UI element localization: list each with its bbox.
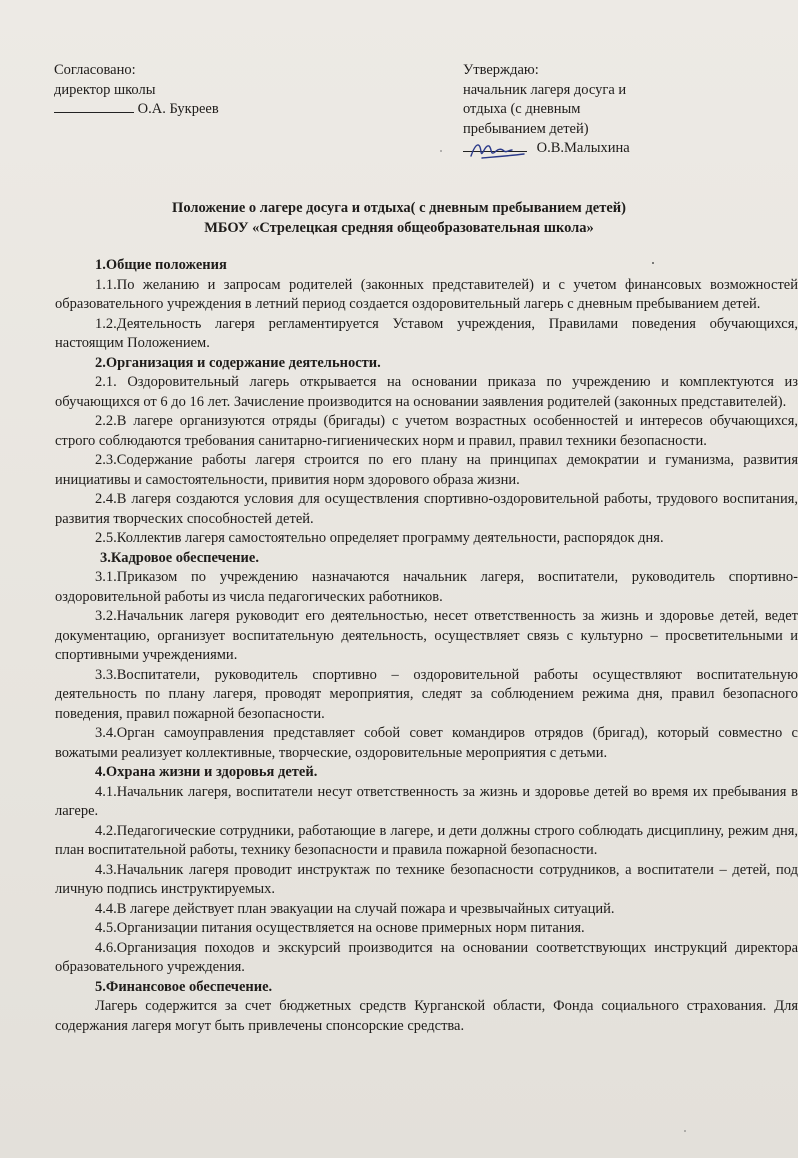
body-paragraph: 1.1.По желанию и запросам родителей (законных представителей) и с учетом финансовых возможностей образовательного учреждения в летний период создается оздоровительный лагерь с дневным пребыванием детей.	[55, 276, 798, 312]
body-paragraph: 4.6.Организация походов и экскурсий производится на основании соответствующих инструкций директора образовательного учреждения.	[55, 939, 798, 975]
approval-director-title: директор школы	[54, 81, 156, 98]
body-paragraph: 4.5.Организации питания осуществляется на основе примерных норм питания.	[95, 920, 585, 936]
approval-head-title-3: пребыванием детей)	[463, 120, 589, 137]
body-paragraph: 4.4.В лагере действует план эвакуации на случай пожара и чрезвычайных ситуаций.	[95, 900, 615, 917]
scan-speck	[440, 150, 442, 152]
body-paragraph: 4.2.Педагогические сотрудники, работающие в лагере, и дети должны строго соблюдать дисциплину, режим дня, план воспитательной работы, технику безопасности и правила пожарной безопасности.	[55, 822, 798, 858]
body-paragraph: 2.4.В лагеря создаются условия для осуществления спортивно-оздоровительной работы, трудового воспитания, развития творческих способностей детей.	[55, 491, 798, 527]
approval-director-sign-row	[54, 100, 219, 120]
body-paragraph: Лагерь содержится за счет бюджетных средств Курганской области, Фонда социального страхования. Для содержания лагеря могут быть привлечены спонсорские средства.	[55, 998, 798, 1034]
body-paragraph: 3.1.Приказом по учреждению назначаются начальник лагеря, воспитатели, руководитель спортивно-оздоровительной работы из числа педагогических работников.	[55, 569, 798, 605]
section-heading: 4.Охрана жизни и здоровья детей.	[95, 764, 318, 780]
approval-approved-label: Утверждаю:	[463, 62, 539, 78]
approval-block-left	[54, 61, 219, 120]
body-paragraph: 2.2.В лагере организуются отряды (бригады) с учетом возрастных особенностей и интересов обучающихся, строго соблюдаются требования санитарно-гигиенических норм и правил, правил техники безопасности.	[55, 413, 798, 449]
body-paragraph: 4.3.Начальник лагеря проводит инструктаж по технике безопасности сотрудников, а воспитатели – детей, под личную подпись инструктируемых.	[55, 861, 798, 897]
body-paragraph: 4.1.Начальник лагеря, воспитатели несут ответственность за жизнь и здоровье детей во время их пребывания в лагере.	[55, 783, 798, 819]
document-title-line1: Положение о лагере досуга и отдыха( с дневным пребыванием детей)	[172, 200, 626, 216]
approval-head-title-1: начальник лагеря досуга и	[463, 81, 627, 98]
approval-head-name: О.В.Малыхина	[536, 140, 630, 156]
scan-speck	[684, 1130, 686, 1132]
section-heading: 5.Финансовое обеспечение.	[95, 978, 273, 995]
body-paragraph: 3.4.Орган самоуправления представляет собой совет командиров отрядов (бригад), который совместно с вожатыми реализует коллективные, творческие, оздоровительные мероприятия с детьми.	[55, 725, 798, 761]
signature-line	[54, 100, 134, 113]
section-heading: 2.Организация и содержание деятельности.	[95, 354, 381, 371]
section-heading: 1.Общие положения	[95, 257, 227, 273]
approval-head-title-2: отдыха (с дневным	[463, 101, 581, 117]
body-paragraph: 3.3.Воспитатели, руководитель спортивно – оздоровительной работы осуществляют воспитательную деятельность по плану лагеря, проводят мероприятия, следят за соблюдением режима дня, правил безопасного поведения, правил пожарной безопасности.	[55, 666, 798, 722]
document-title	[0, 198, 798, 238]
body-paragraph: 1.2.Деятельность лагеря регламентируется Уставом учреждения, Правилами поведения обучающихся, настоящим Положением.	[55, 315, 798, 351]
document-title-line2: МБОУ «Стрелецкая средняя общеобразовательная школа»	[204, 220, 594, 236]
section-heading: 3.Кадровое обеспечение.	[100, 549, 259, 566]
approval-director-name: О.А. Букреев	[137, 101, 219, 117]
scan-speck	[652, 262, 654, 264]
approval-agreed-label: Согласовано:	[54, 62, 136, 78]
body-paragraph: 2.5.Коллектив лагеря самостоятельно определяет программу деятельности, распорядок дня.	[95, 530, 664, 546]
handwritten-signature	[468, 138, 528, 162]
body-paragraph: 3.2.Начальник лагеря руководит его деятельностью, несет ответственность за жизнь и здоровье детей, ведет документацию, организует воспитательную деятельность, осуществляет связь с культурно – просветительными и спортивными учреждениями.	[55, 608, 798, 663]
document-body	[55, 256, 798, 1036]
body-paragraph: 2.1. Оздоровительный лагерь открывается на основании приказа по учреждению и комплектуются из обучающихся от 6 до 16 лет. Зачисление производится на основании заявления родителей (законных представителей).	[55, 374, 798, 410]
body-paragraph: 2.3.Содержание работы лагеря строится по его плану на принципах демократии и гуманизма, развития инициативы и самостоятельности, привития норм здорового образа жизни.	[55, 452, 798, 488]
scan-speck	[258, 480, 260, 482]
